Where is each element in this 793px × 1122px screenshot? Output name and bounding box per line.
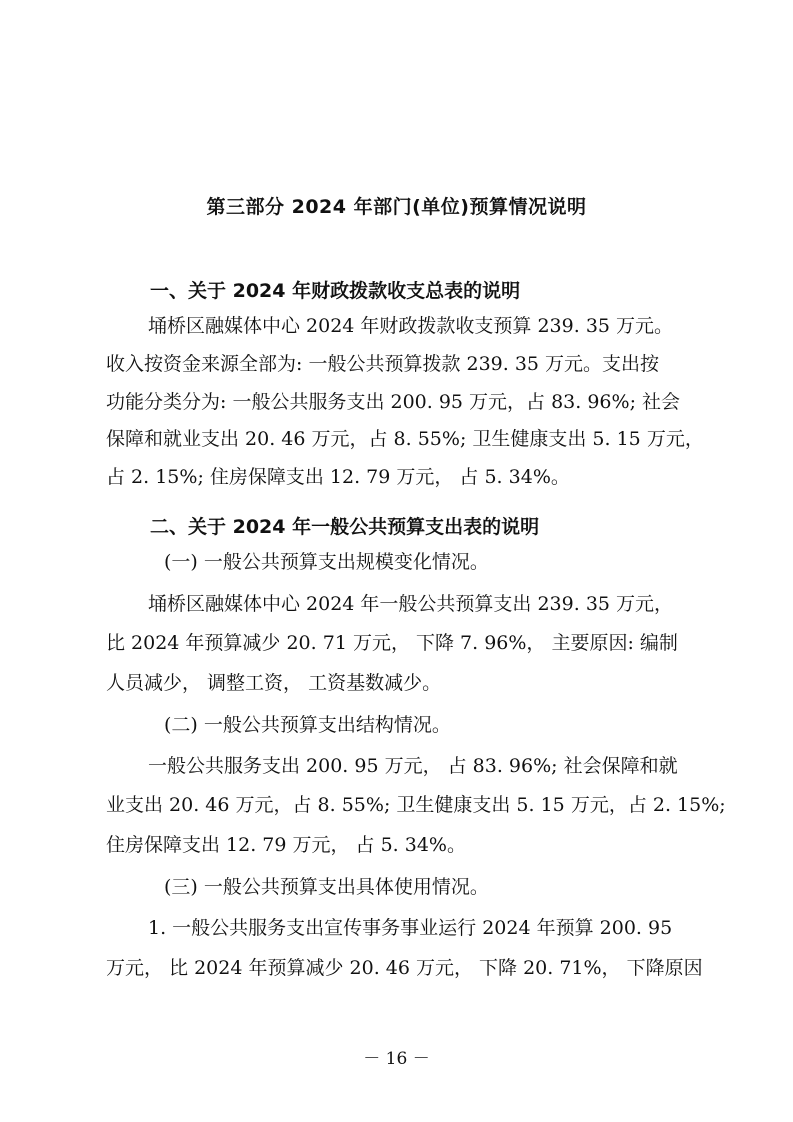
paragraph-line: 万元， 比 2024 年预算减少 20. 46 万元， 下降 20. 71%， 下降原因 [106, 957, 703, 979]
paragraph-line: 1. 一般公共服务支出宣传事务事业运行 2024 年预算 200. 95 [148, 917, 673, 939]
subheading: (三) 一般公共预算支出具体使用情况。 [164, 876, 489, 898]
section-heading-1: 一、关于 2024 年财政拨款收支总表的说明 [150, 280, 521, 302]
paragraph-line: 一般公共服务支出 200. 95 万元， 占 83. 96%; 社会保障和就 [148, 755, 678, 777]
paragraph-line: 业支出 20. 46 万元，占 8. 55%; 卫生健康支出 5. 15 万元，占 2. 15%; [106, 794, 726, 816]
subheading: (二) 一般公共预算支出结构情况。 [164, 714, 451, 736]
paragraph-line: 人员减少， 调整工资， 工资基数减少。 [106, 672, 442, 694]
paragraph-line: 住房保障支出 12. 79 万元， 占 5. 34%。 [106, 834, 466, 856]
page-number: － 16 － [363, 1049, 430, 1069]
paragraph-line: 保障和就业支出 20. 46 万元，占 8. 55%; 卫生健康支出 5. 15 万元， [106, 428, 704, 450]
paragraph-line: 收入按资金来源全部为: 一般公共预算拨款 239. 35 万元。支出按 [106, 353, 660, 375]
paragraph-line: 比 2024 年预算减少 20. 71 万元， 下降 7. 96%， 主要原因: 编制 [106, 632, 678, 654]
subheading: (一) 一般公共预算支出规模变化情况。 [164, 551, 489, 573]
paragraph-line: 埇桥区融媒体中心 2024 年一般公共预算支出 239. 35 万元， [148, 593, 674, 615]
page-title: 第三部分 2024 年部门(单位)预算情况说明 [206, 196, 587, 218]
section-heading-2: 二、关于 2024 年一般公共预算支出表的说明 [150, 516, 540, 538]
paragraph-line: 占 2. 15%; 住房保障支出 12. 79 万元， 占 5. 34%。 [106, 466, 570, 488]
paragraph-line: 功能分类分为: 一般公共服务支出 200. 95 万元，占 83. 96%; 社会 [106, 391, 681, 413]
paragraph-line: 埇桥区融媒体中心 2024 年财政拨款收支预算 239. 35 万元。 [148, 315, 674, 337]
